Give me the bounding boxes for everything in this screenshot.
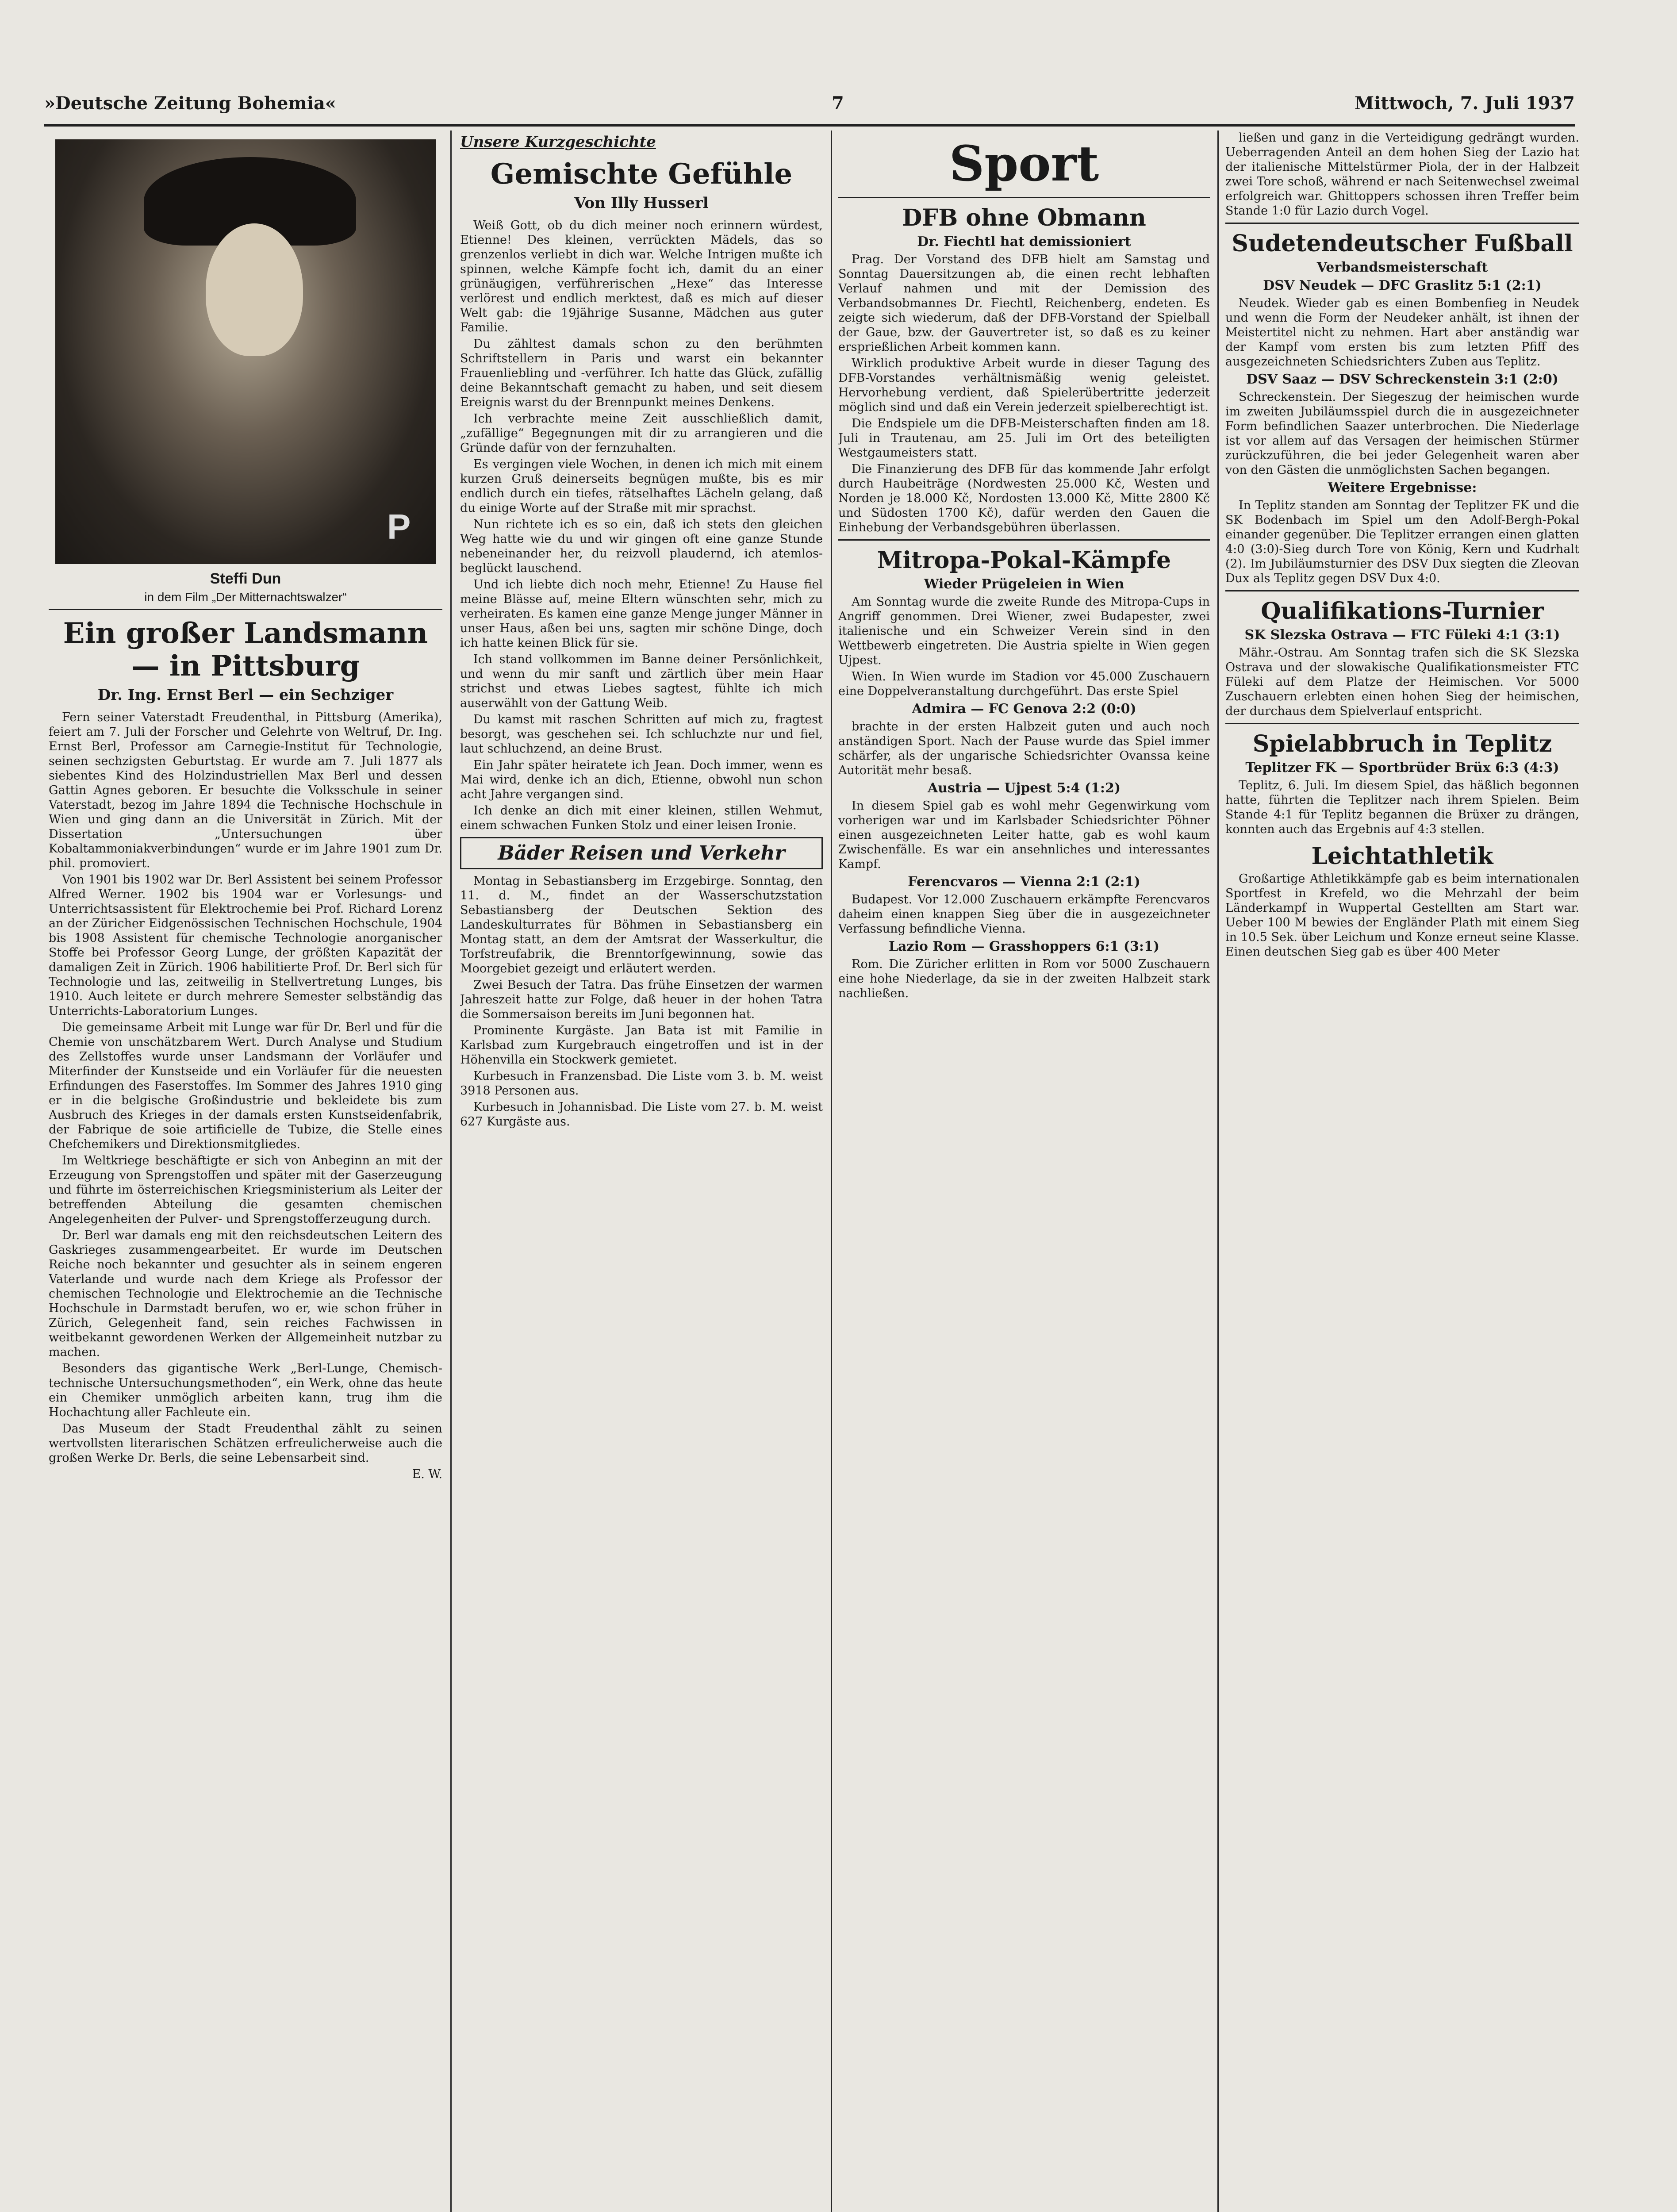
travel-paragraph: Montag in Sebastiansberg im Erzgebirge. Sonntag, den 11. d. M., findet an der Wasserschutzstation Sebastiansberg der Deutschen Sektion des Landeskulturrates für Böhmen in Sebastiansberg ein Montag statt, an dem der Amtsrat der Wasserkultur, die Torfstreufabrik, die Brenntorfgewinnung, sowie das Moorgebiet gezeigt und erläutert werden. xyxy=(460,874,823,975)
sport-paragraph: Am Sonntag wurde die zweite Runde des Mitropa-Cups in Angriff genommen. Drei Wiener, zwei Budapester, zwei italienische und ein Schweizer Verein sind in den Wettbewerb eingetreten. Die Austria spielte in Wien gegen Ujpest. xyxy=(838,595,1210,667)
section-rule xyxy=(838,197,1210,198)
match-paragraph: Mähr.-Ostrau. Am Sonntag trafen sich die SK Slezska Ostrava und der slowakische Qualifikationsmeister FTC Füleki auf dem Platze der Heimischen. Vor 5000 Zuschauern erlebten einen hohen Sieg der heimischen, der durchaus dem Spielverlauf entspricht. xyxy=(1225,646,1579,718)
match-paragraph: Neudek. Wieder gab es einen Bombenfieg in Neudek und wenn die Form der Neudeker anhält, ist ihnen der Meistertitel nicht zu nehmen. Hart aber anständig war der Kampf vom ersten bis zum letzten Pfiff des ausgezeichneten Schiedsrichters Zuben aus Teplitz. xyxy=(1225,296,1579,369)
story-paragraph: Und ich liebte dich noch mehr, Etienne! Zu Hause fiel meine Blässe auf, meine Eltern wünschten sehr, mich zu verheiraten. Es kamen eine ganze Menge junger Männer in unser Haus, aßen bei uns, sagten mir schöne Dinge, doch ich hatte keinen Blick für sie. xyxy=(460,578,823,650)
column-divider xyxy=(450,131,452,2212)
match-result: DSV Neudek — DFC Graslitz 5:1 (2:1) xyxy=(1263,278,1542,293)
match-report xyxy=(838,719,1210,778)
match-result: SK Slezska Ostrava — FTC Füleki 4:1 (3:1) xyxy=(1244,627,1560,643)
column-divider xyxy=(831,131,832,2212)
match-report xyxy=(1225,296,1579,369)
section-kicker: Unsere Kurzgeschichte xyxy=(460,133,656,151)
article-paragraph: Besonders das gigantische Werk „Berl-Lunge, Chemisch-technische Untersuchungsmethoden“, ein Werk, ohne das heute ein Chemiker unmöglich arbeiten kann, trug ihm die Hochachtung aller Fachleute ein. xyxy=(49,1362,442,1419)
match-paragraph: Rom. Die Züricher erlitten in Rom vor 5000 Zuschauern eine hohe Niederlage, da sie in der zweiten Halbzeit stark nachließen. xyxy=(838,957,1210,1000)
match-result: Lazio Rom — Grasshoppers 6:1 (3:1) xyxy=(888,939,1160,954)
article-paragraph: Die gemeinsame Arbeit mit Lunge war für Dr. Berl und für die Chemie von unschätzbarem Wert. Durch Analyse und Studium des Zellstoffes wurde unser Landsmann der Vorläufer und Miterfinder der Kunstseide und ein Vorläufer für die neuesten Erfindungen des Faserstoffes. Im Sommer des Jahres 1910 ging er in die belgische Großindustrie und bekleidete bis zum Ausbruch des Krieges in der damals ersten Kunstseidenfabrik, der Fabrique de soie artificielle de Tubize, die Stelle eines Chefchemikers und Direktionsmitgliedes. xyxy=(49,1021,442,1151)
match-paragraph: Schreckenstein. Der Siegeszug der heimischen wurde im zweiten Jubiläumsspiel durch die in ausgezeichneter Form befindlichen Saazer unterbrochen. Die Niederlage ist vor allem auf das Versagen der heimischen Stürmer zurückzuführen, die bei jeder Gelegenheit waren aber von den Gästen die unmöglichsten Sachen begangen. xyxy=(1225,390,1579,477)
column-1 xyxy=(49,131,442,2212)
page-masthead xyxy=(44,88,1575,119)
article-paragraph: Im Weltkriege beschäftigte er sich von Anbeginn an mit der Erzeugung von Sprengstoffen und später mit der Gaserzeugung und führte im österreichischen Kriegsministerium als Leiter der betreffenden Abteilung die gesamten chemischen Angelegenheiten der Pulver- und Sprengstofferzeugung durch. xyxy=(49,1154,442,1226)
sport-headline: DFB ohne Obmann xyxy=(902,204,1146,231)
sport-headline: Mitropa-Pokal-Kämpfe xyxy=(877,547,1171,574)
sport-body xyxy=(838,595,1210,699)
masthead-date: Mittwoch, 7. Juli 1937 xyxy=(1354,93,1575,114)
sport-headline: Qualifikations-Turnier xyxy=(1261,598,1544,625)
story-headline: Gemischte Gefühle xyxy=(490,157,793,191)
sport-subline: Dr. Fiechtl hat demissioniert xyxy=(917,234,1131,250)
column-2 xyxy=(460,131,823,2212)
article-paragraph: Das Museum der Stadt Freudenthal zählt zu seinen wertvollsten literarischen Schätzen erfreulicherweise auch die großen Werke Dr. Berls, die seine Lebensarbeit sind. xyxy=(49,1422,442,1465)
sport-headline: Sudetendeutscher Fußball xyxy=(1232,230,1573,257)
match-result: DSV Saaz — DSV Schreckenstein 3:1 (2:0) xyxy=(1246,372,1558,387)
match-paragraph: Großartige Athletikkämpfe gab es beim internationalen Sportfest in Krefeld, wo die Mehrzahl der beim Länderkampf in Wuppertal Gestellten am Start war. Ueber 100 M bewies der Engländer Plath mit einem Sieg in 10.5 Sek. über Leichum und Konze erneut seine Klasse. Einen deutschen Sieg gab es über 400 Meter xyxy=(1225,872,1579,959)
sport-section-title: Sport xyxy=(949,135,1099,192)
sport-subline: Verbandsmeisterschaft xyxy=(1316,260,1488,275)
travel-paragraph: Prominente Kurgäste. Jan Bata ist mit Familie in Karlsbad zum Kurgebrauch eingetroffen und ist in der Höhenvilla ein Stockwerk gemietet. xyxy=(460,1024,823,1067)
match-paragraph: Teplitz, 6. Juli. Im diesem Spiel, das häßlich begonnen hatte, führten die Teplitzer nach ihrem Spielen. Beim Stande 4:1 für Teplitz begannen die Brüxer zu drängen, konnten auch das Ergebnis auf 4:3 stellen. xyxy=(1225,779,1579,836)
column-divider xyxy=(1217,131,1219,2212)
sport-subline: Wieder Prügeleien in Wien xyxy=(924,576,1124,592)
match-paragraph: In Teplitz standen am Sonntag der Teplitzer FK und die SK Bodenbach im Spiel um den Adolf-Bergh-Pokal einander gegenüber. Die Teplitzer errangen einen glatten 4:0 (3:0)-Sieg durch Tore von König, Kern und Kudrhalt (2). Im Jubiläumsturnier des DSV Dux siegten die Zleovan Dux als Teplitz gegen DSV Dux 4:0. xyxy=(1225,499,1579,585)
column-3 xyxy=(838,131,1210,2212)
story-body xyxy=(460,218,823,833)
match-paragraph: brachte in der ersten Halbzeit guten und auch noch anständigen Sport. Nach der Pause wurde das Spiel immer schärfer, als der ungarische Schiedsrichter Ovanssa keine Autorität mehr besaß. xyxy=(838,720,1210,777)
article-signature: E. W. xyxy=(412,1467,442,1481)
story-paragraph: Nun richtete ich es so ein, daß ich stets den gleichen Weg hatte wie du und wir gingen oft eine ganze Stunde nebeneinander her, du reizvoll plaudernd, ich atemlos-beglückt lauschend. xyxy=(460,518,823,575)
sport-paragraph: Wien. In Wien wurde im Stadion vor 45.000 Zuschauern eine Doppelveranstaltung durchgeführt. Das erste Spiel xyxy=(838,670,1210,698)
sport-headline: Spielabbruch in Teplitz xyxy=(1252,730,1552,757)
article-paragraph: Fern seiner Vaterstadt Freudenthal, in Pittsburg (Amerika), feiert am 7. Juli der Forscher und Gelehrte von Weltruf, Dr. Ing. Ernst Berl, Professor am Carnegie-Institut für Technologie, seinen sechzigsten Geburtstag. Er wurde am 7. Juli 1877 als siebentes Kind des Holzindustriellen Max Berl und dessen Gattin Agnes geboren. Er besuchte die Volksschule in seiner Vaterstadt, bezog im Jahre 1894 die Technische Hochschule in Wien und ging dann an die Universität in Zürich. Mit der Dissertation „Untersuchungen über Kobaltammoniakverbindungen“ wurde er im Jahre 1901 zum Dr. phil. promoviert. xyxy=(49,710,442,870)
section-rule xyxy=(1225,223,1579,224)
results-heading: Weitere Ergebnisse: xyxy=(1328,480,1477,495)
story-paragraph: Ich denke an dich mit einer kleinen, stillen Wehmut, einem schwachen Funken Stolz und einer leisen Ironie. xyxy=(460,804,823,832)
match-report xyxy=(838,799,1210,872)
match-result: Admira — FC Genova 2:2 (0:0) xyxy=(912,701,1136,717)
portrait-photo xyxy=(55,139,436,564)
travel-paragraph: Zwei Besuch der Tatra. Das frühe Einsetzen der warmen Jahreszeit hatte zur Folge, daß heuer in der hohen Tatra die Sommersaison bereits im Juni begonnen hat. xyxy=(460,978,823,1021)
article-paragraph: Von 1901 bis 1902 war Dr. Berl Assistent bei seinem Professor Alfred Werner. 1902 bis 1904 war er Vorlesungs- und Unterrichtsassistent für Elektrochemie bei Prof. Richard Lorenz an der Züricher Eidgenössischen Technischen Hochschule, 1904 bis 1908 Assistent für chemische Technologie anorganischer Stoffe bei Professor Georg Lunge, der größten Kapazität der damaligen Zeit in Zürich. 1906 habilitierte Prof. Dr. Berl sich für Technologie und las, zeitweilig in Stellvertretung Lunges, bis 1910. Auch leitete er durch mehrere Semester selbständig das Unterrichts-Laboratorium Lunges. xyxy=(49,873,442,1018)
results-report xyxy=(1225,498,1579,586)
column-4 xyxy=(1225,131,1579,2212)
continued-report xyxy=(1225,131,1579,218)
article-subline: Dr. Ing. Ernst Berl — ein Sechziger xyxy=(97,686,394,704)
article-headline: Ein großer Landsmann — in Pittsburg xyxy=(63,617,428,683)
story-paragraph: Du kamst mit raschen Schritten auf mich zu, fragtest besorgt, was geschehen sei. Ich schluchzte nur und fiel, laut schluchzend, an deine Brust. xyxy=(460,713,823,756)
masthead-rule xyxy=(44,124,1575,127)
section-rule xyxy=(49,609,442,610)
match-result: Ferencvaros — Vienna 2:1 (2:1) xyxy=(908,874,1140,890)
sport-paragraph: Die Finanzierung des DFB für das kommende Jahr erfolgt durch Haubeiträge (Nordwesten 25.000 Kč, Westen und Norden je 18.000 Kč, Nordosten 13.000 Kč, Mitte 2800 Kč und Südosten 1700 Kč), dafür werden den Gauen die Einhebung der Verbandsgebühren überlassen. xyxy=(838,462,1210,534)
section-rule xyxy=(838,539,1210,541)
story-byline: Von Illy Husserl xyxy=(574,194,709,212)
athletics-heading: Leichtathletik xyxy=(1311,843,1493,870)
photo-face-shape xyxy=(206,223,303,356)
match-report xyxy=(1225,778,1579,837)
article-paragraph: Dr. Berl war damals eng mit den reichsdeutschen Leitern des Gaskrieges zusammengearbeitet. Er wurde im Deutschen Reiche noch bekannter und gesuchter als in seinem engeren Vaterlande und wurde nach dem Kriege als Professor der chemischen Technologie und Elektrochemie an die Technische Hochschule in Darmstadt berufen, wo er, wie schon früher in Zürich, Gelegenheit fand, sein reiches Fachwissen in weitbekannt gewordenen Werken der Allgemeinheit nutzbar zu machen. xyxy=(49,1229,442,1359)
sport-paragraph: Prag. Der Vorstand des DFB hielt am Samstag und Sonntag Dauersitzungen ab, die einen recht lebhaften Verlauf nahmen und mit der Demission des Verbandsobmannes Dr. Fiechtl, Reichenberg, endeten. Es zeigte sich wiederum, daß der DFB-Vorstand der Spielball der Gaue, bzw. der Gauvertreter ist, so daß es zu keiner ersprießlichen Arbeit kommen kann. xyxy=(838,253,1210,354)
section-rule xyxy=(1225,590,1579,591)
masthead-newspaper-name: »Deutsche Zeitung Bohemia« xyxy=(44,93,336,114)
section-rule xyxy=(1225,723,1579,724)
article-body xyxy=(49,710,442,1482)
sport-paragraph: Wirklich produktive Arbeit wurde in dieser Tagung des DFB-Vorstandes verhältnismäßig wenig geleistet. Hervorhebung verdient, daß Spielerübertritte jederzeit möglich sind und daß ein Verein jederzeit spielberechtigt ist. xyxy=(838,357,1210,414)
match-report xyxy=(1225,390,1579,477)
photo-caption-name: Steffi Dun xyxy=(210,570,281,587)
match-result: Teplitzer FK — Sportbrüder Brüx 6:3 (4:3) xyxy=(1245,760,1559,776)
story-paragraph: Weiß Gott, ob du dich meiner noch erinnern würdest, Etienne! Des kleinen, verrückten Mädels, das so grenzenlos verliebt in dich war. Welche Intrigen mußte ich spinnen, welche Kämpfe focht ich, damit du an einer grünäugigen, verführerischen „Hexe“ das Interesse verlörest und endlich merktest, daß es mich auf dieser Welt gab: die 19jährige Susanne, Mädchen aus guter Familie. xyxy=(460,219,823,334)
match-result: Austria — Ujpest 5:4 (1:2) xyxy=(927,780,1121,796)
story-paragraph: Es vergingen viele Wochen, in denen ich mich mit einem kurzen Gruß deinerseits begnügen mußte, bis es mir endlich durch ein tiefes, rätselhaftes Lächeln gelang, daß du einige Worte auf der Straße mit mir sprachst. xyxy=(460,457,823,515)
match-paragraph: Budapest. Vor 12.000 Zuschauern erkämpfte Ferencvaros daheim einen knappen Sieg über die in ausgezeichneter Verfassung befindliche Vienna. xyxy=(838,893,1210,936)
story-paragraph: Du zähltest damals schon zu den berühmten Schriftstellern in Paris und warst ein bekannter Frauenliebling und -verführer. Ich hatte das Glück, zufällig deine Bekanntschaft gemacht zu haben, und seit diesem Ereignis warst du der Brennpunkt meines Denkens. xyxy=(460,337,823,409)
travel-paragraph: Kurbesuch in Johannisbad. Die Liste vom 27. b. M. weist 627 Kurgäste aus. xyxy=(460,1100,823,1129)
story-paragraph: Ich verbrachte meine Zeit ausschließlich damit, „zufällige“ Begegnungen mit dir zu arrangieren und die Gründe dafür von der fernzuhalten. xyxy=(460,412,823,455)
travel-body xyxy=(460,874,823,1129)
masthead-page-number: 7 xyxy=(832,93,844,114)
story-paragraph: Ein Jahr später heiratete ich Jean. Doch immer, wenn es Mai wird, denke ich an dich, Etienne, obwohl nun schon acht Jahre vergangen sind. xyxy=(460,758,823,801)
sport-body xyxy=(838,252,1210,535)
sport-paragraph: Die Endspiele um die DFB-Meisterschaften finden am 18. Juli in Trautenau, am 25. Juli im Ort des beteiligten Westgaumeisters statt. xyxy=(838,417,1210,460)
photo-credit-mark: P xyxy=(387,507,411,546)
match-report xyxy=(838,957,1210,1001)
match-paragraph: In diesem Spiel gab es wohl mehr Gegenwirkung vom vorherigen war und im Karlsbader Schiedsrichter Pöhner einen ausgezeichneten Leiter hatte, gab es wohl kaum Zwischenfälle. Es war ein ansehnliches und interessantes Kampf. xyxy=(838,799,1210,871)
match-report xyxy=(838,892,1210,936)
travel-paragraph: Kurbesuch in Franzensbad. Die Liste vom 3. b. M. weist 3918 Personen aus. xyxy=(460,1069,823,1098)
story-paragraph: Ich stand vollkommen im Banne deiner Persönlichkeit, und wenn du mir sanft und zärtlich über mein Haar strichst und etwas Liebes sagtest, fühlte ich mich auserwählt von der Gattung Weib. xyxy=(460,653,823,710)
photo-caption-film: in dem Film „Der Mitternachtswalzer“ xyxy=(144,590,347,604)
match-report xyxy=(1225,645,1579,718)
match-paragraph: ließen und ganz in die Verteidigung gedrängt wurden. Ueberragenden Anteil an dem hohen Sieg der Lazio hat der italienische Mittelstürmer Piola, der in der Halbzeit zwei Tore schoß, während er nach Seitenwechsel zweimal erfolgreich war. Ghittoppers schossen ihren Treffer beim Stande 1:0 für Lazio durch Vogel. xyxy=(1225,131,1579,218)
travel-section-heading: Bäder Reisen und Verkehr xyxy=(460,837,823,869)
athletics-report xyxy=(1225,872,1579,959)
